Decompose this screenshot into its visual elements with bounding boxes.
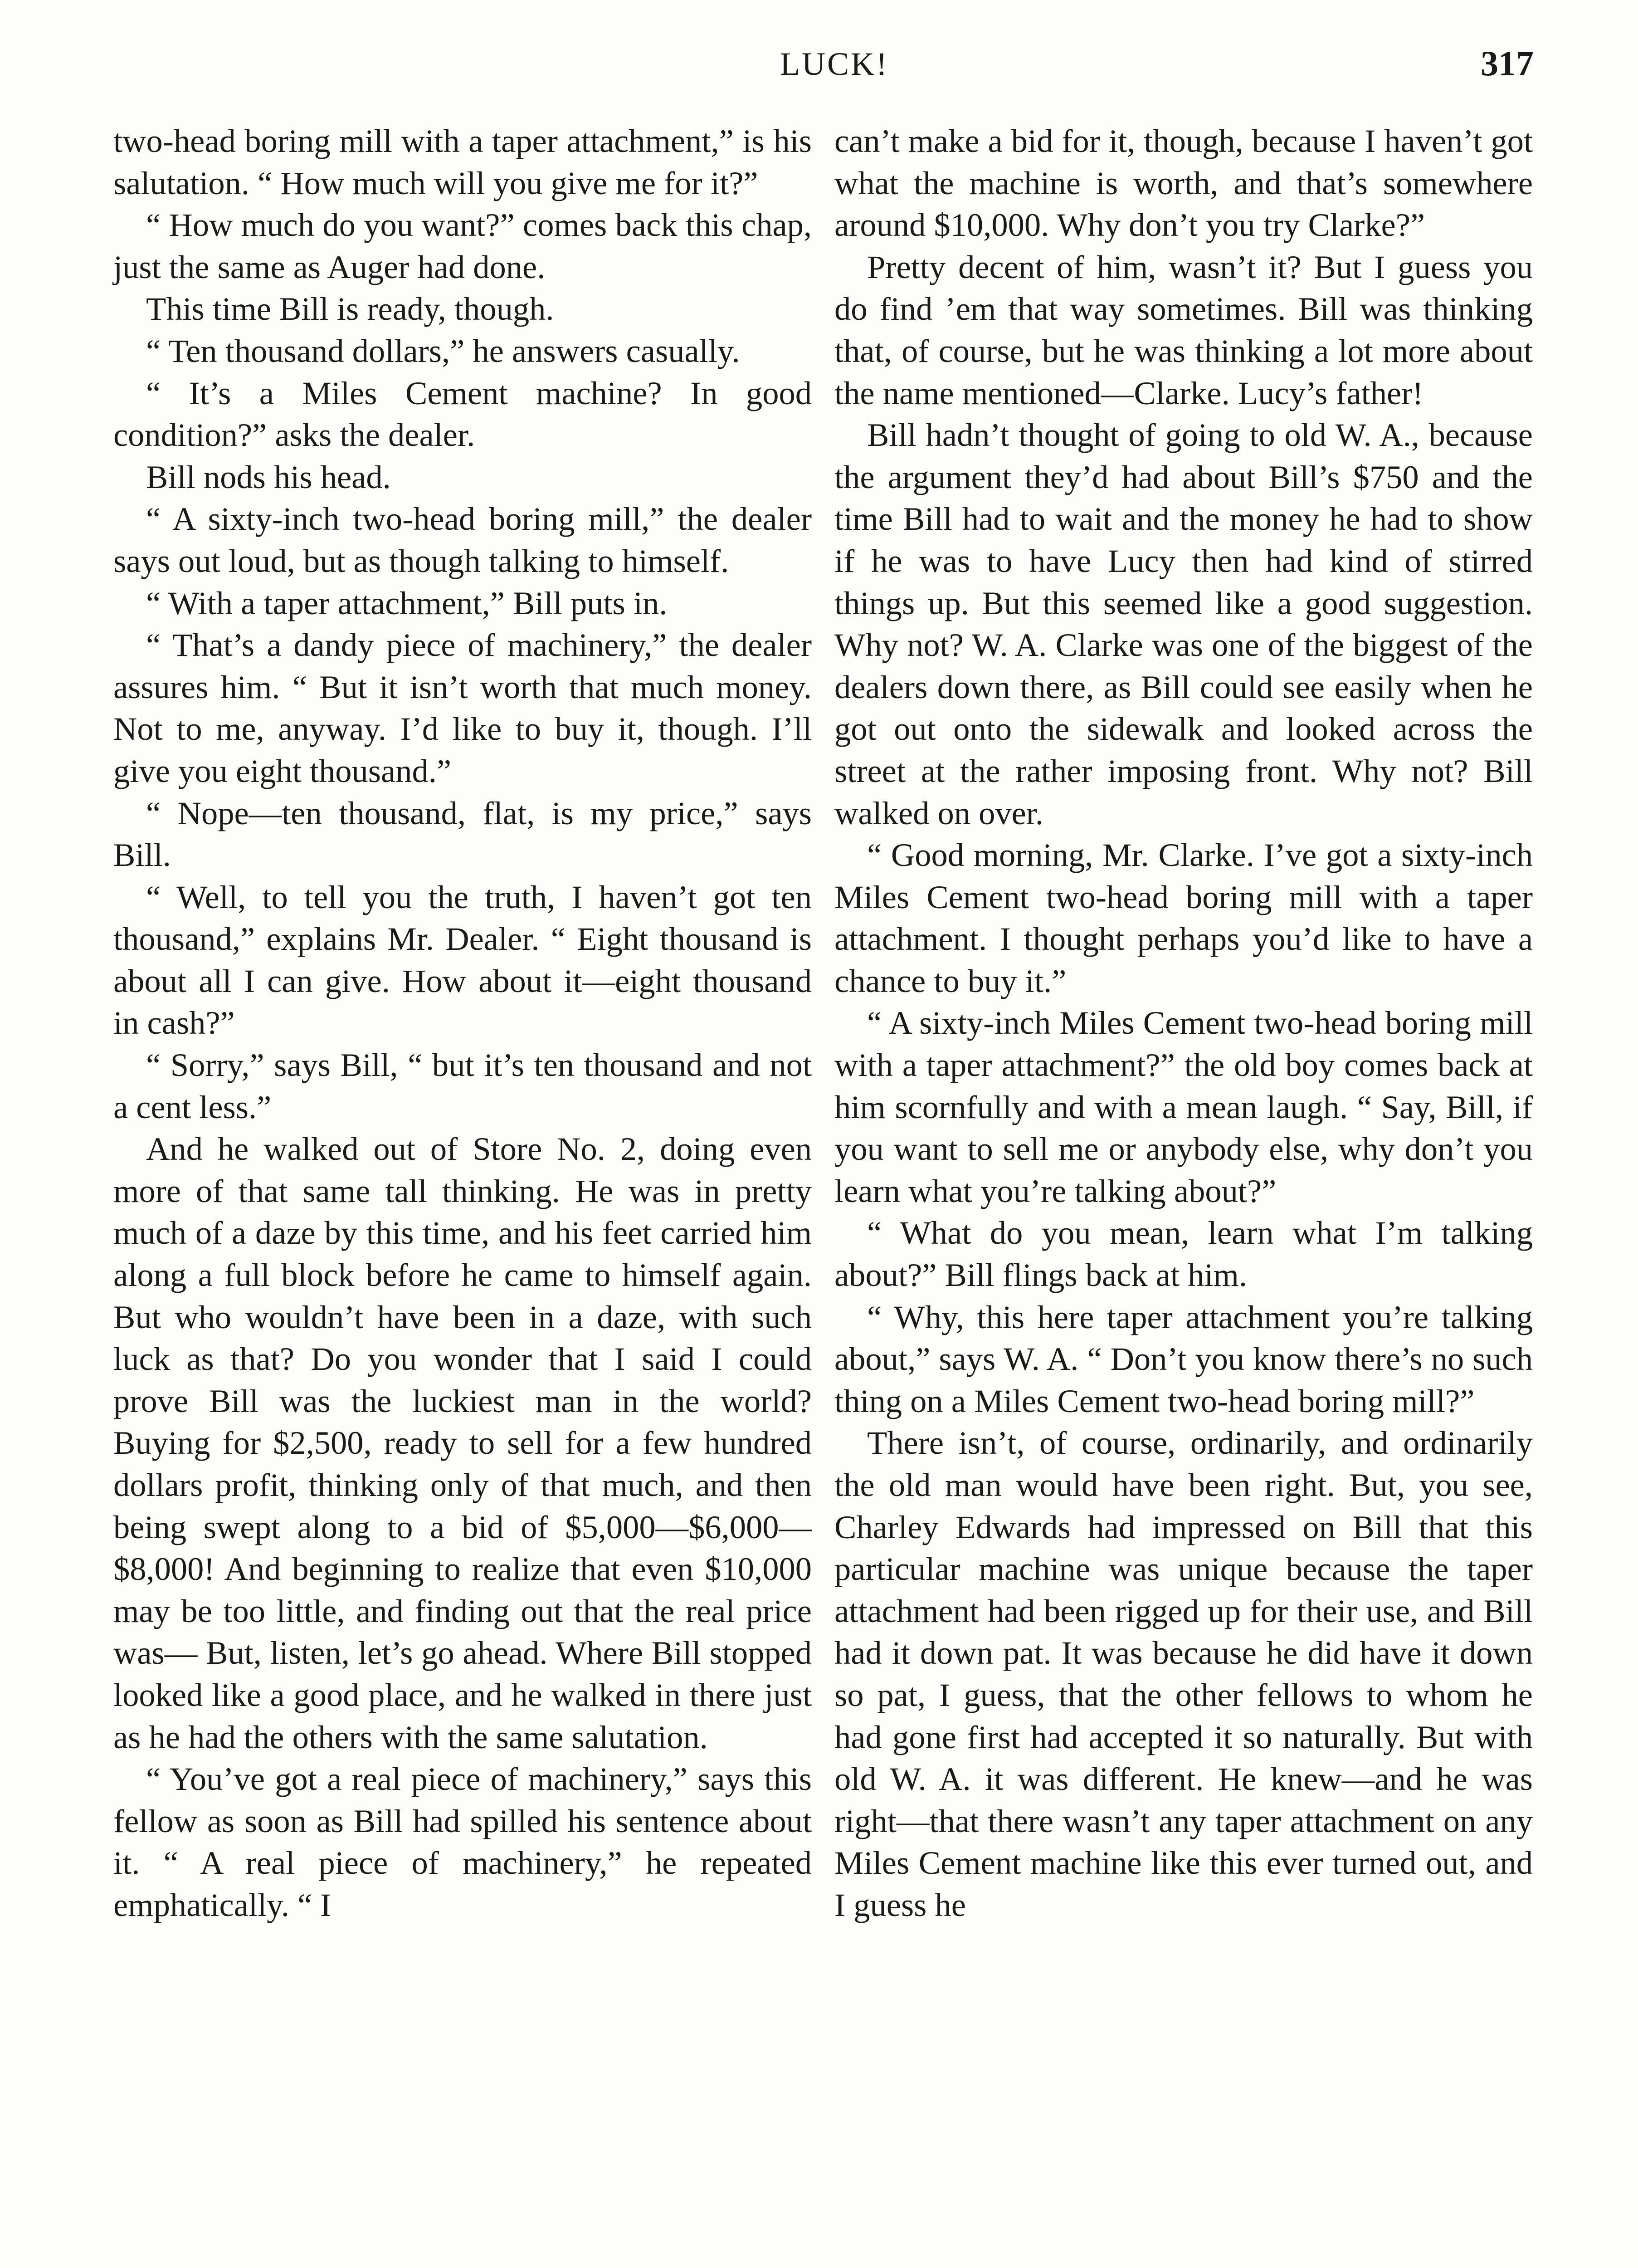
- paragraph: Pretty decent of him, wasn’t it? But I guess you do find ’em that way sometimes. Bill was thinking that, of course, but he was thinking a lot more about the name mentioned—Clarke. Lucy’s father!: [834, 248, 1533, 411]
- paragraph: Bill nods his head.: [146, 458, 391, 495]
- page-number: 317: [1481, 44, 1534, 83]
- paragraph: “ With a taper attachment,” Bill puts in.: [146, 584, 668, 621]
- paragraph: “ Ten thousand dollars,” he answers casually.: [146, 332, 740, 369]
- paragraph: “ Sorry,” says Bill, “ but it’s ten thousand and not a cent less.”: [113, 1046, 812, 1125]
- paragraph: “ How much do you want?” comes back this chap, just the same as Auger had done.: [113, 206, 812, 285]
- paragraph: “ That’s a dandy piece of machinery,” the dealer assures him. “ But it isn’t worth that much money. Not to me, anyway. I’d like to buy it, though. I’ll give you eight thousand.”: [113, 626, 812, 789]
- running-title: LUCK!: [780, 46, 889, 82]
- paragraph: “ What do you mean, learn what I’m talking about?” Bill flings back at him.: [834, 1214, 1533, 1294]
- paragraph: Bill hadn’t thought of going to old W. A., because the argument they’d had about Bill’s $750 and the time Bill had to wait and the money he had to show if he was to have Lucy then had kind of stirred things up. But this seemed like a good suggestion. Why not? W. A. Clarke was one of the biggest of the dealers down there, as Bill could see easily when he got out onto the sidewalk and looked across the street at the rather imposing front. Why not? Bill walked on over.: [834, 416, 1533, 831]
- left-column: [113, 120, 812, 1926]
- paragraph: “ Well, to tell you the truth, I haven’t got ten thousand,” explains Mr. Dealer. “ Eight thousand is about all I can give. How about it—eight thousand in cash?”: [113, 878, 812, 1041]
- right-column: [834, 120, 1533, 1926]
- paragraph: “ A sixty-inch Miles Cement two-head boring mill with a taper attachment?” the old boy comes back at him scornfully and with a mean laugh. “ Say, Bill, if you want to sell me or anybody else, why don’t you learn what you’re talking about?”: [834, 1004, 1533, 1209]
- paragraph: two-head boring mill with a taper attachment,” is his salutation. “ How much will you give me for it?”: [113, 122, 812, 201]
- paragraph: There isn’t, of course, ordinarily, and ordinarily the old man would have been right. But, you see, Charley Edwards had impressed on Bill that this particular machine was unique because the taper attachment had been rigged up for their use, and Bill had it down pat. It was because he did have it down so pat, I guess, that the other fellows to whom he had gone first had accepted it so naturally. But with old W. A. it was different. He knew—and he was right—that there wasn’t any taper attachment on any Miles Cement machine like this ever turned out, and I guess he: [834, 1424, 1533, 1923]
- paragraph: This time Bill is ready, though.: [146, 290, 554, 327]
- paragraph: “ Why, this here taper attachment you’re talking about,” says W. A. “ Don’t you know there’s no such thing on a Miles Cement two-head boring mill?”: [834, 1298, 1533, 1419]
- paragraph: “ A sixty-inch two-head boring mill,” the dealer says out loud, but as though talking to himself.: [113, 500, 812, 579]
- paragraph: And he walked out of Store No. 2, doing even more of that same tall thinking. He was in pretty much of a daze by this time, and his feet carried him along a full block before he came to himself again. But who wouldn’t have been in a daze, with such luck as that? Do you wonder that I said I could prove Bill was the luckiest man in the world? Buying for $2,500, ready to sell for a few hundred dollars profit, thinking only of that much, and then being swept along to a bid of $5,000—$6,000—$8,000! And beginning to realize that even $10,000 may be too little, and finding out that the real price was— But, listen, let’s go ahead. Where Bill stopped looked like a good place, and he walked in there just as he had the others with the same salutation.: [113, 1130, 812, 1755]
- paragraph: “ You’ve got a real piece of machinery,” says this fellow as soon as Bill had spilled his sentence about it. “ A real piece of machinery,” he repeated emphatically. “ I: [113, 1760, 812, 1923]
- paragraph: “ Good morning, Mr. Clarke. I’ve got a sixty-inch Miles Cement two-head boring mill with a taper attachment. I thought perhaps you’d like to have a chance to buy it.”: [834, 836, 1533, 999]
- paragraph: can’t make a bid for it, though, because I haven’t got what the machine is worth, and that’s somewhere around $10,000. Why don’t you try Clarke?”: [834, 122, 1533, 244]
- paragraph: “ It’s a Miles Cement machine? In good condition?” asks the dealer.: [113, 374, 812, 454]
- paragraph: “ Nope—ten thousand, flat, is my price,” says Bill.: [113, 794, 812, 874]
